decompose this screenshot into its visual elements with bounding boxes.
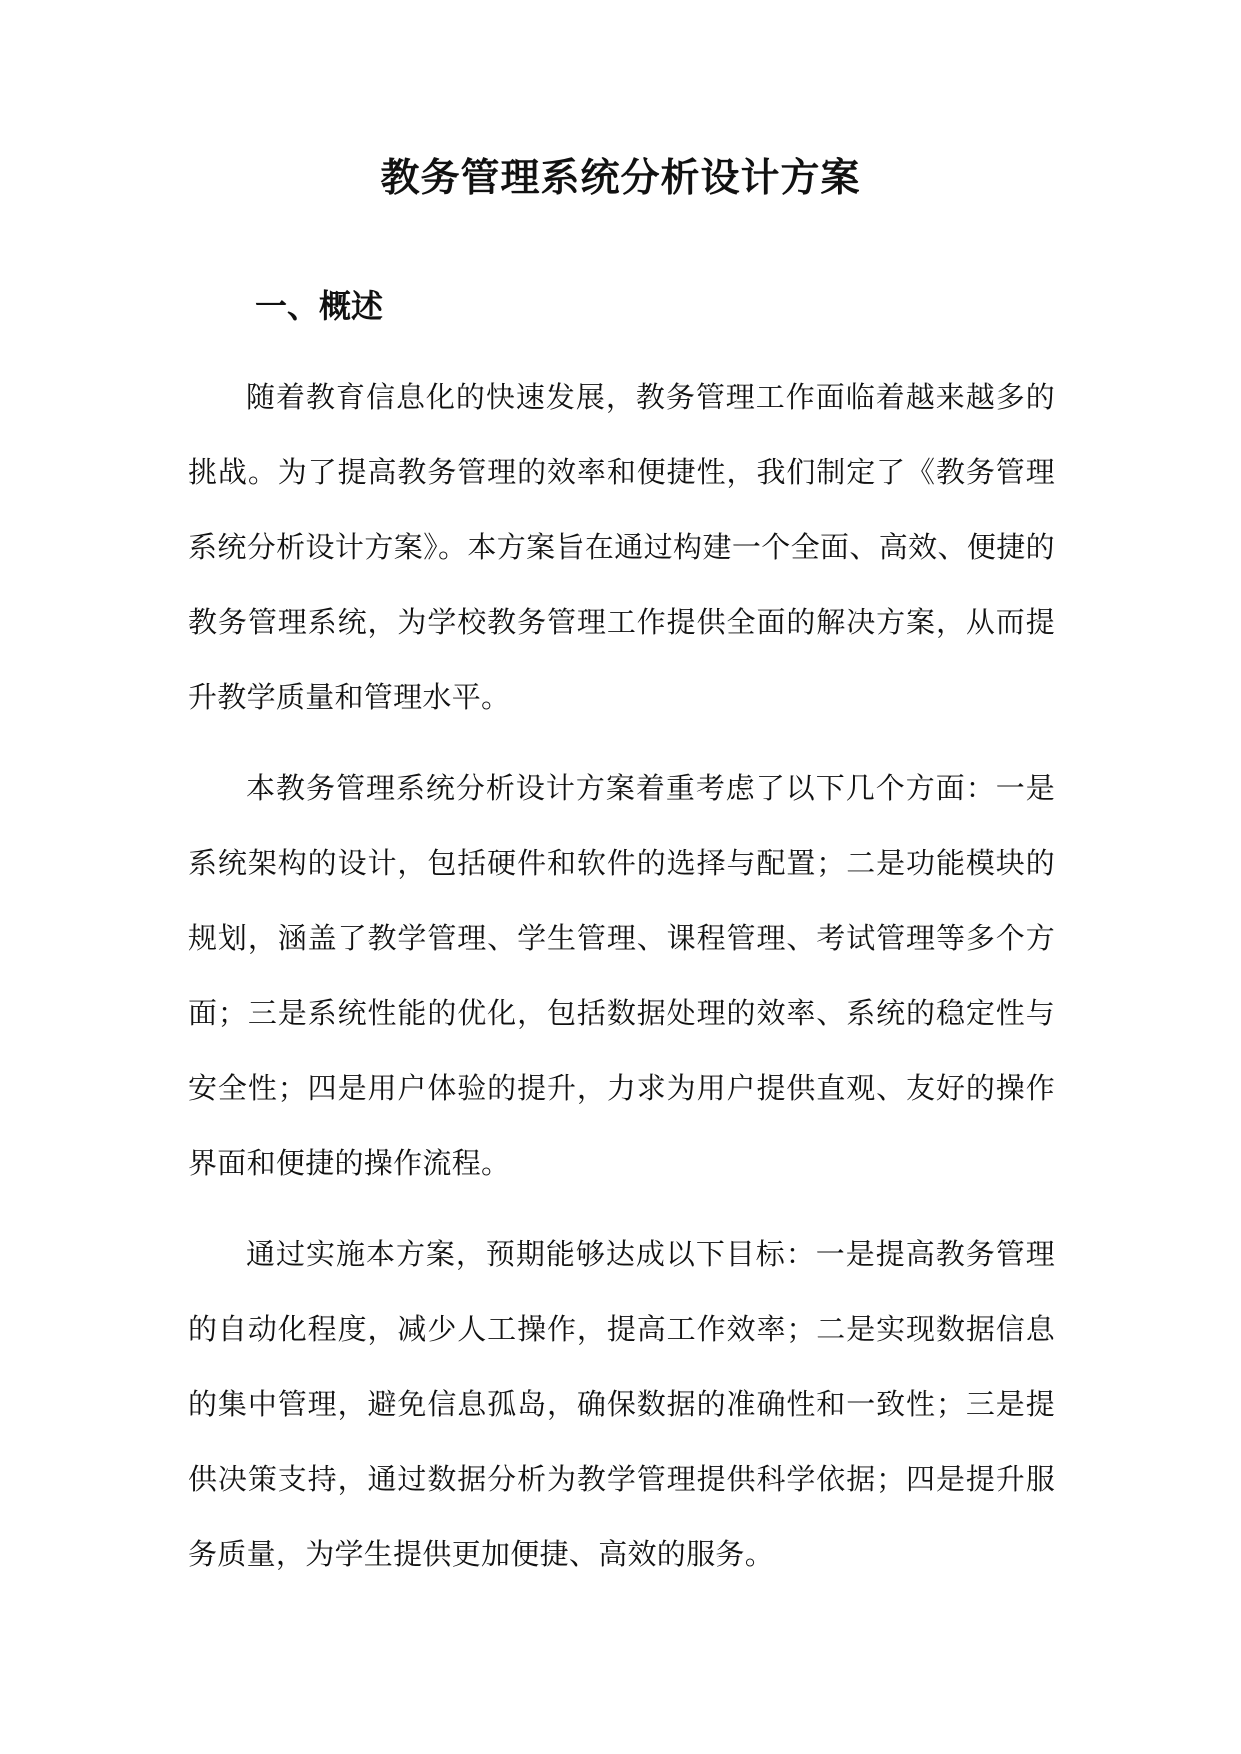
paragraph-3: 通过实施本方案，预期能够达成以下目标：一是提高教务管理的自动化程度，减少人工操作，提高工作效率；二是实现数据信息的集中管理，避免信息孤岛，确保数据的准确性和一致性；三是提供决策支持，通过数据分析为教学管理提供科学依据；四是提升服务质量，为学生提供更加便捷、高效的服务。: [188, 1237, 1055, 1571]
section-heading-overview: 一、概述: [255, 287, 384, 325]
section-body: [188, 360, 1055, 1608]
paragraph-2: 本教务管理系统分析设计方案着重考虑了以下几个方面：一是系统架构的设计，包括硬件和软件的选择与配置；二是功能模块的规划，涵盖了教学管理、学生管理、课程管理、考试管理等多个方面；三是系统性能的优化，包括数据处理的效率、系统的稳定性与安全性；四是用户体验的提升，力求为用户提供直观、友好的操作界面和便捷的操作流程。: [188, 771, 1055, 1180]
document-title: 教务管理系统分析设计方案: [380, 155, 861, 201]
paragraph-1: 随着教育信息化的快速发展，教务管理工作面临着越来越多的挑战。为了提高教务管理的效率和便捷性，我们制定了《教务管理系统分析设计方案》。本方案旨在通过构建一个全面、高效、便捷的教务管理系统，为学校教务管理工作提供全面的解决方案，从而提升教学质量和管理水平。: [188, 380, 1055, 714]
